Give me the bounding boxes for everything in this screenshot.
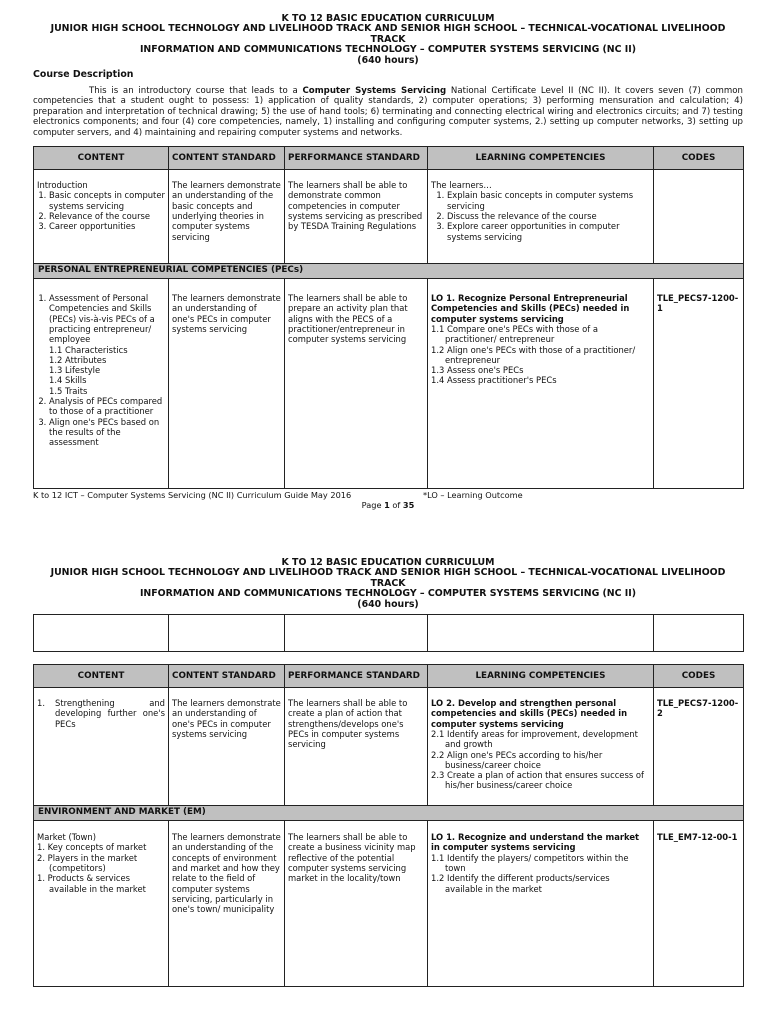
header-line-4: (640 hours) <box>357 598 419 610</box>
table-row <box>34 279 744 489</box>
col-header-content-standard: CONTENT STANDARD <box>169 147 285 170</box>
content-title: Introduction <box>37 180 88 191</box>
learning-competencies-cell <box>428 821 654 987</box>
col-header-codes: CODES <box>654 665 744 688</box>
course-description-intro: This is an introductory course that leads to a <box>89 86 298 97</box>
list-item: 2. Discuss the relevance of the course <box>447 211 650 221</box>
header-line-2: JUNIOR HIGH SCHOOL TECHNOLOGY AND LIVELIHOOD TRACK AND SENIOR HIGH SCHOOL – TECHNICAL-VOCATIONAL LIVELIHOOD TRACK <box>50 23 726 45</box>
performance-standard-text: The learners shall be able to prepare an activity plan that aligns with the PECS of a practitioner/entrepreneur in computer systems servicing <box>288 293 408 345</box>
course-description-title: Course Description <box>33 69 134 81</box>
header-line-3: INFORMATION AND COMMUNICATIONS TECHNOLOGY – COMPUTER SYSTEMS SERVICING (NC II) <box>139 44 637 56</box>
col-header-content-standard: CONTENT STANDARD <box>169 665 285 688</box>
list-item <box>37 698 165 729</box>
table-row <box>34 688 744 806</box>
learning-competencies-cell <box>428 170 654 264</box>
list-item: 1.2 Identify the different products/services available in the market <box>431 873 610 894</box>
header-line-1: K TO 12 BASIC EDUCATION CURRICULUM <box>281 557 495 568</box>
content-standard-cell <box>169 688 285 806</box>
content-list <box>37 190 165 231</box>
learning-outcome: LO 1. Recognize and understand the market in computer systems servicing <box>431 832 640 853</box>
item-text: Strengthening and developing further one's PECs <box>55 698 165 729</box>
item-text: Assessment of Personal Competencies and Skills (PECs) vis-à-vis PECs of a practicing entrepreneur/ employee <box>49 293 155 345</box>
curriculum-table-page-1 <box>33 146 744 489</box>
list-item: 1.2 Attributes <box>49 354 107 365</box>
content-cell <box>34 170 169 264</box>
col-header-performance-standard: PERFORMANCE STANDARD <box>285 665 428 688</box>
empty-carryover-table <box>33 614 744 652</box>
list-item: 1.3 Lifestyle <box>49 365 101 376</box>
table-row <box>34 170 744 264</box>
empty-cell <box>285 615 428 652</box>
page-of: of <box>392 500 401 511</box>
performance-standard-text: The learners shall be able to demonstrate common competencies in computer systems servicing as prescribed by TESDA Training Regulations <box>288 180 423 232</box>
content-title: Market (Town) <box>37 832 96 843</box>
learning-outcome: LO 1. Recognize Personal Entrepreneurial Competencies and Skills (PECs) needed in computer systems servicing <box>431 293 630 324</box>
code-cell <box>654 170 744 264</box>
performance-standard-cell <box>285 688 428 806</box>
table-row <box>34 615 744 652</box>
performance-standard-cell <box>285 170 428 264</box>
list-item: 3. Align one's PECs based on the results of the assessment <box>49 417 165 448</box>
content-standard-text: The learners demonstrate an understanding of the basic concepts and underlying theories in computer systems servicing <box>172 180 281 242</box>
list-item: 2.1 Identify areas for improvement, development and growth <box>431 728 638 750</box>
list-item: 1. Key concepts of market <box>37 842 147 853</box>
lc-list <box>431 190 650 241</box>
performance-standard-text: The learners shall be able to create a plan of action that strengthens/develops one's PECs in computer systems servicing <box>288 698 408 750</box>
empty-cell <box>169 615 285 652</box>
header-line-4: (640 hours) <box>357 54 419 66</box>
code-cell <box>654 279 744 489</box>
table-header-row <box>34 665 744 688</box>
content-cell <box>34 688 169 806</box>
list-item: 1.4 Assess practitioner's PECs <box>431 375 557 386</box>
table-header-row <box>34 147 744 170</box>
empty-cell <box>428 615 654 652</box>
header-line-3: INFORMATION AND COMMUNICATIONS TECHNOLOGY – COMPUTER SYSTEMS SERVICING (NC II) <box>139 588 637 600</box>
item-number: 1. <box>37 698 45 709</box>
performance-standard-cell <box>285 821 428 987</box>
content-standard-text: The learners demonstrate an understanding of one's PECs in computer systems servicing <box>172 293 281 334</box>
content-standard-text: The learners demonstrate an understanding of one's PECs in computer systems servicing <box>172 698 281 739</box>
content-cell <box>34 279 169 489</box>
list-item: 1. Explain basic concepts in computer systems servicing <box>447 190 650 211</box>
content-standard-text: The learners demonstrate an understanding of the concepts of environment and market and how they relate to the field of computer systems servicing, particularly in one's town/ municipality <box>172 832 281 915</box>
content-standard-cell <box>169 821 285 987</box>
list-item: 1.4 Skills <box>49 375 87 386</box>
content-list <box>37 293 165 447</box>
section-title: PERSONAL ENTREPRENEURIAL COMPETENCIES (PECs) <box>34 264 744 279</box>
col-header-codes: CODES <box>654 147 744 170</box>
page-1 <box>33 14 743 512</box>
page-2 <box>33 558 743 987</box>
list-item: 1.1 Compare one's PECs with those of a practitioner/ entrepreneur <box>431 323 598 345</box>
col-header-learning-competencies: LEARNING COMPETENCIES <box>428 147 654 170</box>
curriculum-header <box>33 558 743 610</box>
sub-list <box>49 345 165 396</box>
code-text: TLE_EM7-12-00-1 <box>657 832 738 843</box>
course-description-text <box>33 86 743 138</box>
code-text: TLE_PECS7-1200-1 <box>657 293 739 314</box>
section-row-pecs <box>34 264 744 279</box>
col-header-content: CONTENT <box>34 665 169 688</box>
list-item: 1. Products & services available in the market <box>37 873 146 894</box>
content-cell <box>34 821 169 987</box>
section-title: ENVIRONMENT AND MARKET (EM) <box>34 806 744 821</box>
list-item: 3. Explore career opportunities in computer systems servicing <box>447 221 650 242</box>
learning-competencies-cell <box>428 688 654 806</box>
learning-competencies-cell <box>428 279 654 489</box>
course-description-body: National Certificate Level II (NC II). It covers seven (7) common competencies that a student ought to possess: 1) application of quality standards, 2) computer operations; 3) performing mensuration and calculation; 4) preparation and interpretation of technical drawing; 5) the use of hand tools; 6) terminating and connecting electrical wiring and electronics circuits; and 7) testing electronics components; and four (4) core competencies, namely, 1) installing and configuring computer systems, 2.) setting up computer networks, 3) setting up computer servers, and 4) maintaining and repairing computer systems and networks. <box>33 86 743 138</box>
learning-outcome: LO 2. Develop and strengthen personal competencies and skills (PECs) needed in computer systems servicing <box>431 698 628 729</box>
list-item: 1. Basic concepts in computer systems servicing <box>49 190 165 211</box>
footer-guide: K to 12 ICT – Computer Systems Servicing (NC II) Curriculum Guide May 2016 <box>33 490 352 501</box>
code-cell <box>654 821 744 987</box>
list-item: 1.5 Traits <box>49 385 88 396</box>
code-text: TLE_PECS7-1200-2 <box>657 698 739 719</box>
list-item: 2. Players in the market (competitors) <box>37 852 138 873</box>
page-total: 35 <box>402 500 415 511</box>
footer-lo-note: *LO – Learning Outcome <box>423 490 523 501</box>
list-item: 2. Analysis of PECs compared to those of a practitioner <box>49 396 165 417</box>
col-header-learning-competencies: LEARNING COMPETENCIES <box>428 665 654 688</box>
performance-standard-text: The learners shall be able to create a business vicinity map reflective of the potential computer systems servicing market in the locality/town <box>288 832 416 884</box>
header-line-1: K TO 12 BASIC EDUCATION CURRICULUM <box>281 13 495 24</box>
page-footer <box>33 490 743 512</box>
page-number <box>33 500 743 510</box>
content-standard-cell <box>169 170 285 264</box>
list-item: 2.2 Align one's PECs according to his/her business/career choice <box>431 749 603 770</box>
list-item: 2. Relevance of the course <box>49 211 165 221</box>
lc-lead: The learners… <box>431 180 492 191</box>
page-prefix: Page <box>361 500 382 511</box>
list-item: 1.3 Assess one's PECs <box>431 365 524 376</box>
code-cell <box>654 688 744 806</box>
list-item <box>49 293 165 396</box>
empty-cell <box>654 615 744 652</box>
table-row <box>34 821 744 987</box>
list-item: 1.2 Align one's PECs with those of a practitioner/ entrepreneur <box>431 344 636 365</box>
list-item: 1.1 Identify the players/ competitors within the town <box>431 852 629 873</box>
content-standard-cell <box>169 279 285 489</box>
list-item: 2.3 Create a plan of action that ensures success of his/her business/career choice <box>431 770 644 791</box>
header-line-2: JUNIOR HIGH SCHOOL TECHNOLOGY AND LIVELIHOOD TRACK AND SENIOR HIGH SCHOOL – TECHNICAL-VOCATIONAL LIVELIHOOD TRACK <box>50 567 726 589</box>
section-row-em <box>34 806 744 821</box>
performance-standard-cell <box>285 279 428 489</box>
list-item: 1.1 Characteristics <box>49 344 128 355</box>
page-num: 1 <box>384 500 390 511</box>
list-item: 3. Career opportunities <box>49 221 165 231</box>
col-header-content: CONTENT <box>34 147 169 170</box>
empty-cell <box>34 615 169 652</box>
col-header-performance-standard: PERFORMANCE STANDARD <box>285 147 428 170</box>
curriculum-table-page-2 <box>33 664 744 987</box>
curriculum-header <box>33 14 743 66</box>
course-name: Computer Systems Servicing <box>302 86 447 97</box>
